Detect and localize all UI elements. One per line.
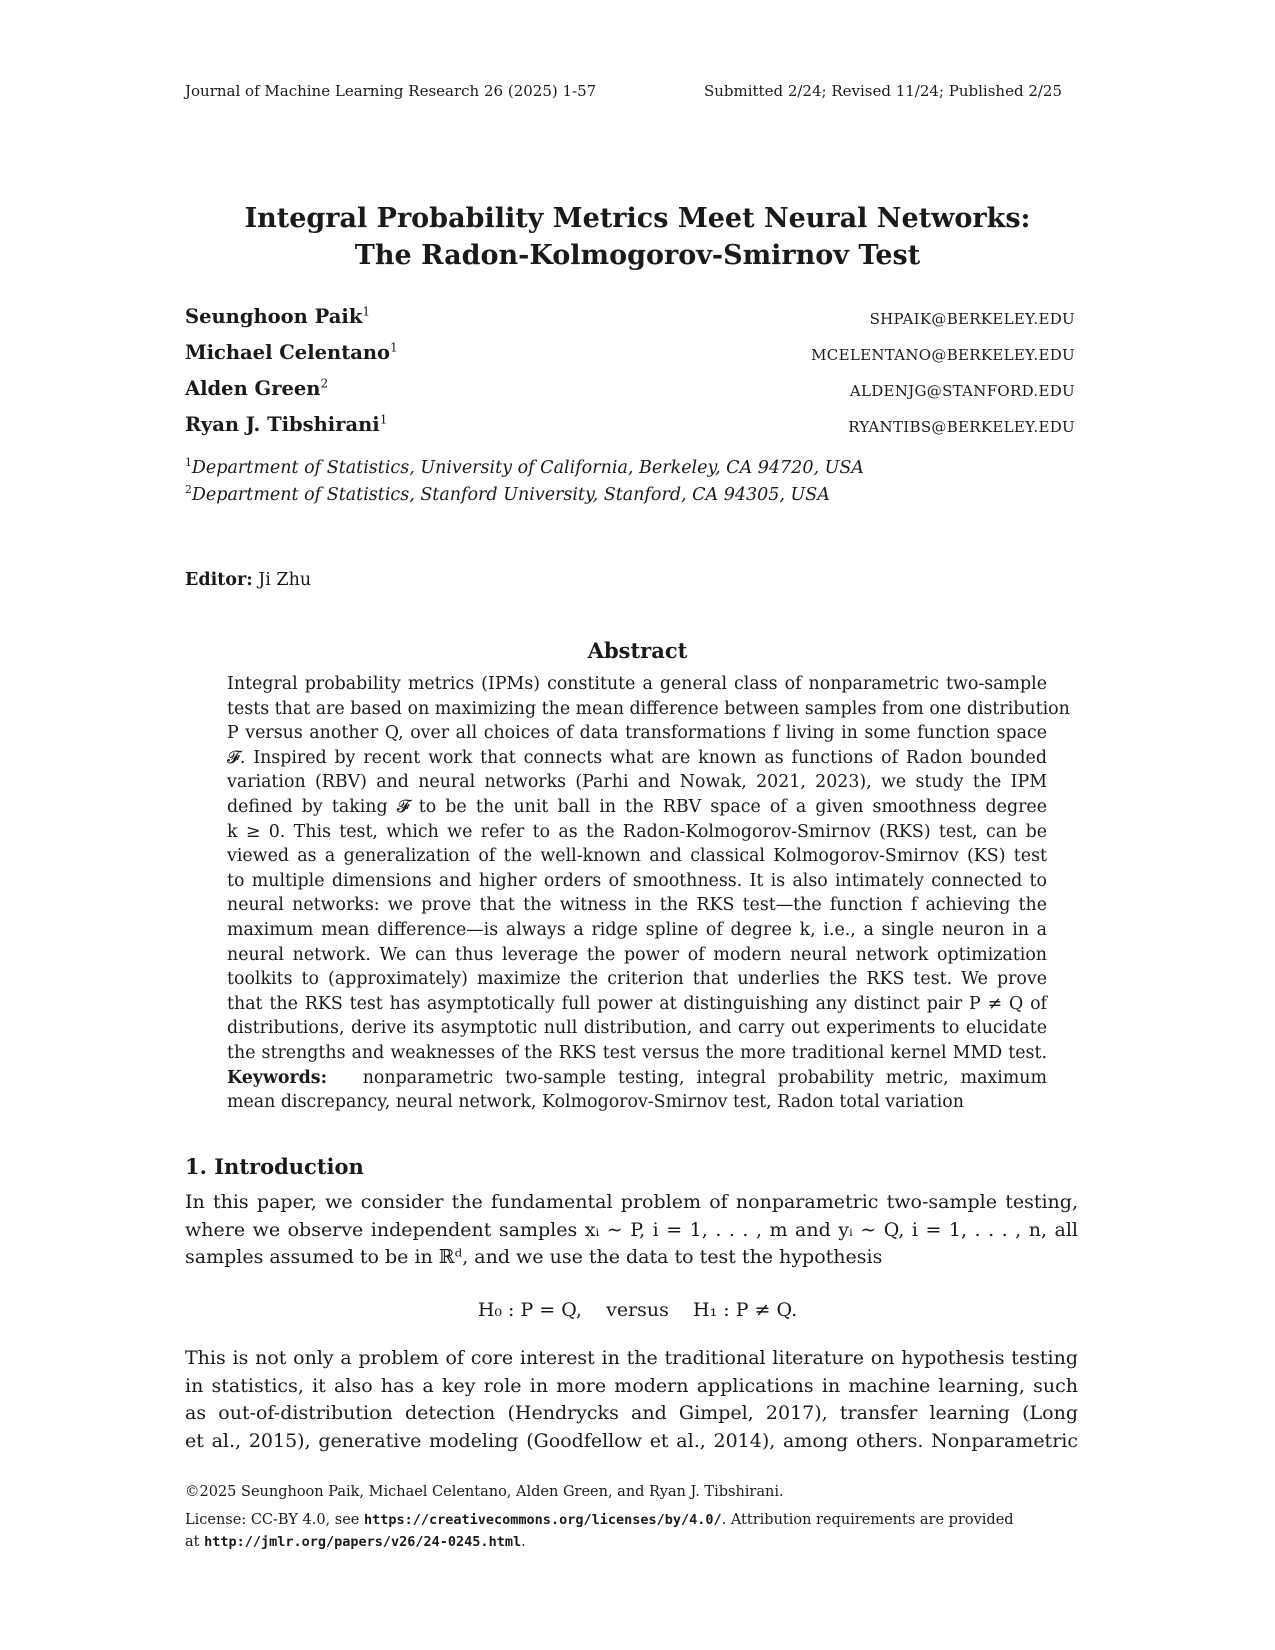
author-name: Ryan J. Tibshirani$^1$ — [185, 412, 388, 436]
body-line: samples assumed to be in ℝᵈ, and we use the data to test the hypothesis — [185, 1246, 883, 1268]
keywords-line: Keywords: nonparametric two-sample testing, integral probability metric, maximum — [227, 1067, 1047, 1088]
body-line: In this paper, we consider the fundamental problem of nonparametric two-sample testing, — [185, 1191, 1078, 1213]
author-email: SHPAIK@BERKELEY.EDU — [869, 310, 1075, 328]
author-email: ALDENJG@STANFORD.EDU — [849, 382, 1075, 400]
intro-paragraph-2 — [185, 1345, 1078, 1455]
copyright-notice: ©2025 Seunghoon Paik, Michael Celentano, Alden Green, and Ryan J. Tibshirani. — [185, 1484, 784, 1500]
paper-title-line1: Integral Probability Metrics Meet Neural Networks: — [244, 203, 1031, 234]
license-line: License: CC-BY 4.0, see https://creativecommons.org/licenses/by/4.0/. Attribution requirements are provided — [185, 1512, 1014, 1528]
abstract-line: distributions, derive its asymptotic null distribution, and carry out experiments to elucidate — [227, 1018, 1047, 1039]
abstract-line: P versus another Q, over all choices of data transformations f living in some function space — [227, 723, 1047, 744]
author-name: Seunghoon Paik$^1$ — [185, 304, 371, 328]
abstract-heading: Abstract — [587, 638, 688, 663]
author-name: Michael Celentano$^1$ — [185, 340, 398, 364]
keywords-line: mean discrepancy, neural network, Kolmogorov-Smirnov test, Radon total variation — [227, 1092, 964, 1113]
body-line: as out-of-distribution detection (Hendrycks and Gimpel, 2017), transfer learning (Long — [185, 1402, 1078, 1424]
abstract-line: 𝓕. Inspired by recent work that connects what are known as functions of Radon bounded — [227, 747, 1047, 768]
body-line: in statistics, it also has a key role in more modern applications in machine learning, such — [185, 1374, 1078, 1397]
body-line: where we observe independent samples xᵢ ∼ P, i = 1, . . . , m and yᵢ ∼ Q, i = 1, . . . , n, all — [185, 1218, 1078, 1241]
paper-title-line2: The Radon-Kolmogorov-Smirnov Test — [354, 240, 921, 271]
abstract-line: that the RKS test has asymptotically full power at distinguishing any distinct pair P ≠ Q of — [227, 993, 1047, 1014]
body-line: et al., 2015), generative modeling (Goodfellow et al., 2014), among others. Nonparametric — [185, 1429, 1078, 1452]
affiliation: $^1$Department of Statistics, University of California, Berkeley, CA 94720, USA — [185, 456, 864, 478]
hypothesis-equation: H₀ : P = Q, versus H₁ : P ≠ Q. — [477, 1299, 798, 1321]
abstract-line: maximum mean difference—is always a ridge spline of degree k, i.e., a single neuron in a — [227, 919, 1047, 940]
journal-header: Journal of Machine Learning Research 26 (2025) 1-57 — [185, 82, 597, 100]
submission-dates: Submitted 2/24; Revised 11/24; Published 2/25 — [703, 82, 1062, 100]
author-email: RYANTIBS@BERKELEY.EDU — [848, 418, 1075, 436]
intro-paragraph-1 — [185, 1189, 1078, 1272]
license-link[interactable]: https://creativecommons.org/licenses/by/4.0/ — [364, 1512, 722, 1528]
abstract-line: neural network. We can thus leverage the power of modern neural network optimization — [227, 944, 1047, 965]
abstract-line: to multiple dimensions and higher orders of smoothness. It is also intimately connected to — [227, 870, 1047, 891]
abstract-line: k ≥ 0. This test, which we refer to as the Radon-Kolmogorov-Smirnov (RKS) test, can be — [227, 821, 1047, 842]
abstract-line: Integral probability metrics (IPMs) constitute a general class of nonparametric two-sample — [227, 674, 1047, 694]
editor-line: Editor: Ji Zhu — [185, 570, 312, 590]
abstract-line: neural networks: we prove that the witness in the RKS test—the function f achieving the — [227, 895, 1047, 916]
body-line: This is not only a problem of core interest in the traditional literature on hypothesis testing — [185, 1347, 1078, 1369]
paper-url-line: at http://jmlr.org/papers/v26/24-0245.html. — [185, 1534, 526, 1550]
abstract-line: toolkits to (approximately) maximize the criterion that underlies the RKS test. We prove — [227, 969, 1047, 990]
abstract-line: the strengths and weaknesses of the RKS test versus the more traditional kernel MMD test. — [227, 1042, 1047, 1063]
abstract-line: defined by taking 𝓕 to be the unit ball in the RBV space of a given smoothness degree — [227, 796, 1047, 817]
author-name: Alden Green$^2$ — [185, 376, 329, 400]
section-heading: 1. Introduction — [185, 1154, 364, 1179]
paper-link[interactable]: http://jmlr.org/papers/v26/24-0245.html — [204, 1534, 522, 1550]
abstract-body — [227, 672, 1070, 1115]
affiliation: $^2$Department of Statistics, Stanford University, Stanford, CA 94305, USA — [185, 483, 830, 505]
keywords-label: Keywords: — [227, 1067, 328, 1088]
author-email: MCELENTANO@BERKELEY.EDU — [811, 346, 1075, 364]
abstract-line: tests that are based on maximizing the mean difference between samples from one distribution — [227, 698, 1070, 719]
abstract-line: variation (RBV) and neural networks (Parhi and Nowak, 2021, 2023), we study the IPM — [227, 772, 1047, 793]
abstract-line: viewed as a generalization of the well-known and classical Kolmogorov-Smirnov (KS) test — [227, 846, 1047, 867]
